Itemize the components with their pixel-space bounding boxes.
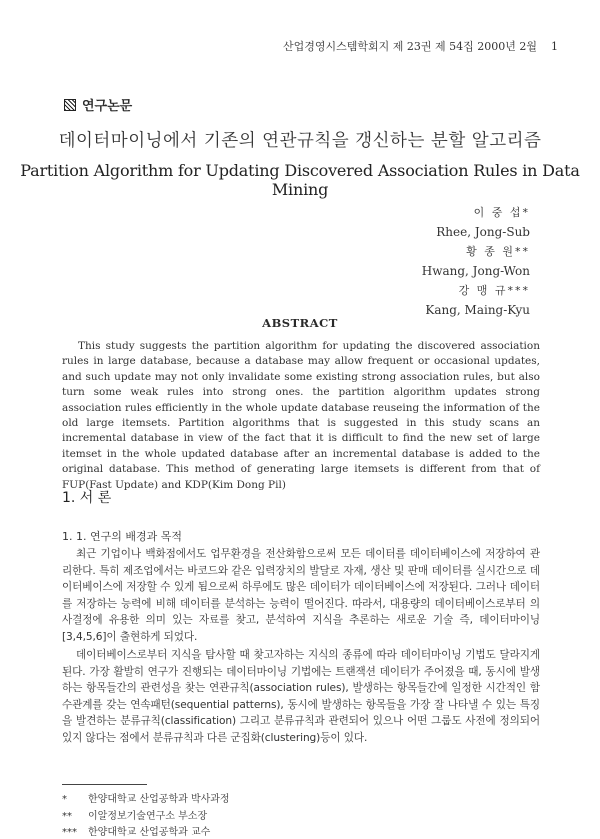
author-name-english: Hwang, Jong-Won [421, 263, 530, 278]
body-paragraph: 데이터베이스로부터 지식을 탐사할 때 찾고자하는 지식의 종류에 따라 데이터마이닝 기법도 달라지게 된다. 가장 활발히 연구가 진행되는 데이터마이닝 기법에는 트랜잭션 데이터가 주어졌을 때, 동시에 발생하는 항목들간의 관련성을 찾는 연관규칙(association rules), 발생하는 항목들간에 일정한 시간적인 함수관계를 갖는 연속패턴(sequential patterns), 동시에 발생하는 항목들을 가장 잘 나타낼 수 있는 특징을 발견하는 분류규칙(classification) 그리고 분류규칙과 관련되어 있으나 어떤 그룹도 사전에 정의되어 있지 않다는 점에서 분류규칙과 다른 군집화(clustering)등이 있다. [62, 649, 540, 744]
footnote [62, 823, 210, 838]
author-block [422, 203, 530, 320]
footnote-divider [62, 784, 147, 785]
section-heading: 1. 서 론 [62, 490, 112, 506]
category-label: 연구논문 [82, 99, 133, 114]
subsection-heading: 1. 1. 연구의 배경과 목적 [62, 530, 182, 543]
footnote-text: 한양대학교 산업공학과 교수 [88, 827, 211, 838]
hatched-square-icon [64, 99, 76, 111]
page-number: 1 [551, 40, 558, 53]
footnote-mark: ** [62, 811, 72, 822]
abstract-text: This study suggests the partition algorithm for updating the discovered association rules in large database, because a database may allow frequent or occasional updates, and such update may not only invalidate some existing strong association rules, but also turn some weak rules into strong ones. the partition algorithm updates strong association rules efficiently in the whole update database reuseing the information of the old large itemsets. Partition algorithms that is suggested in this study scans an incremental database in view of the fact that it is difficult to find the new set of large itemset in the whole updated database after an incremental database is added to the original database. This method of generating large itemsets is different from that of FUP(Fast Update) and KDP(Kim Dong Pil) [62, 340, 540, 491]
body-paragraph: 최근 기업이나 백화점에서도 업무환경을 전산화함으로써 모든 데이터를 데이터베이스에 저장하여 관리한다. 특히 제조업에서는 바코드와 같은 입력장치의 발달로 자재, 생산 및 판매 데이터를 실시간으로 데이터베이스에 저장할 수 있게 됨으로써 하루에도 많은 데이터가 데이터베이스에 저장된다. 그러나 데이터를 저장하는 능력에 비해 데이터를 분석하는 능력이 떨어진다. 따라서, 대용량의 데이터베이스로부터 의사결정에 유용한 의미 있는 자료를 찾고, 분석하여 지식을 추론하는 새로운 기술 즉, 데이터마이닝[3,4,5,6]이 출현하게 되었다. [62, 548, 540, 643]
author-name-korean: 황 종 원** [466, 245, 530, 258]
title-english: Partition Algorithm for Updating Discovered Association Rules in Data Mining [20, 161, 580, 199]
footnote-mark: * [62, 794, 67, 805]
author-name-korean: 이 중 섭* [473, 206, 530, 219]
journal-info: 산업경영시스템학회지 제 23권 제 54집 2000년 2월 [283, 40, 537, 53]
author-name-korean: 강 맹 규*** [458, 284, 530, 297]
author-name-english: Rhee, Jong-Sub [436, 224, 530, 239]
footnote-mark: *** [62, 827, 77, 838]
article-category [64, 95, 132, 114]
title-korean: 데이터마이닝에서 기존의 연관규칙을 갱신하는 분할 알고리즘 [58, 131, 542, 151]
footnote-text: 한양대학교 산업공학과 박사과정 [88, 794, 230, 805]
running-header [283, 38, 558, 54]
author-name-english: Kang, Maing-Kyu [425, 302, 530, 317]
footnote [62, 790, 230, 805]
abstract-heading: ABSTRACT [262, 316, 338, 330]
footnote-text: 이알정보기술연구소 부소장 [88, 811, 208, 822]
footnote [62, 807, 207, 822]
